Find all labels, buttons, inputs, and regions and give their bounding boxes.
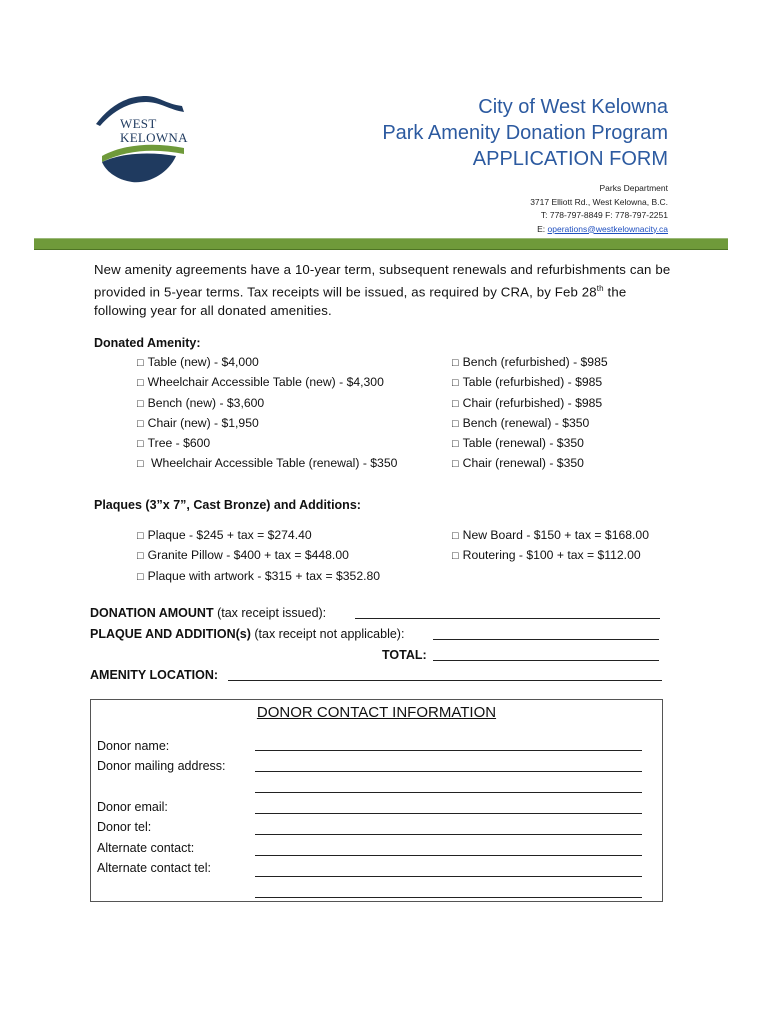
- checkbox-icon[interactable]: □: [452, 377, 459, 390]
- checkbox-icon[interactable]: □: [137, 357, 144, 369]
- donor-tel-label: Donor tel:: [97, 820, 152, 834]
- plaque-options-left: [137, 526, 380, 587]
- checkbox-icon[interactable]: □: [452, 417, 459, 430]
- amenity-option-label: Chair (refurbished) - $985: [462, 395, 603, 410]
- checkbox-icon[interactable]: □: [452, 438, 459, 451]
- checkbox-icon[interactable]: □: [452, 357, 459, 369]
- plaque-option-label: Granite Pillow - $400 + tax = $448.00: [147, 548, 349, 563]
- amenity-option[interactable]: [137, 353, 397, 373]
- department-contact: [530, 182, 668, 236]
- donor-email-field[interactable]: [255, 813, 642, 814]
- plaque-option[interactable]: [137, 567, 380, 587]
- department-phones: T: 778-797-8849 F: 778-797-2251: [540, 210, 668, 220]
- intro-text-2: the following year for all donated amenities.: [94, 284, 627, 319]
- intro-sup: th: [596, 284, 604, 293]
- checkbox-icon[interactable]: □: [452, 530, 459, 542]
- title-line-program: Park Amenity Donation Program: [382, 122, 668, 144]
- amenity-option[interactable]: [137, 454, 397, 474]
- checkbox-icon[interactable]: □: [137, 417, 144, 430]
- amenity-option[interactable]: [452, 394, 608, 414]
- amenity-option-label: Bench (renewal) - $350: [462, 415, 590, 430]
- plaque-option[interactable]: [452, 526, 649, 546]
- plaque-option-label: Plaque with artwork - $315 + tax = $352.80: [147, 568, 381, 583]
- department-email-row: [530, 223, 668, 237]
- plaque-addition-label: PLAQUE AND ADDITION(s): [90, 627, 251, 641]
- amenity-option-label: Wheelchair Accessible Table (renewal) - $350: [147, 456, 398, 471]
- email-link[interactable]: operations@westkelownacity.ca: [547, 223, 668, 234]
- alt-contact-tel-field-2[interactable]: [255, 897, 642, 898]
- amenity-location-field[interactable]: [228, 668, 662, 681]
- department-name: Parks Department: [599, 183, 668, 193]
- amenity-location-row: [90, 665, 218, 686]
- donor-email-label: Donor email:: [97, 800, 168, 814]
- total-field[interactable]: [433, 648, 659, 661]
- checkbox-icon[interactable]: □: [137, 377, 144, 390]
- amenity-option-label: Bench (new) - $3,600: [147, 395, 265, 410]
- donor-mailing-field-2[interactable]: [255, 792, 642, 793]
- amenity-option[interactable]: [137, 373, 397, 393]
- amenity-option-label: Chair (new) - $1,950: [147, 415, 259, 430]
- form-title: [382, 94, 668, 172]
- amenity-option-label: Tree - $600: [147, 436, 211, 451]
- checkbox-icon[interactable]: □: [452, 550, 459, 563]
- alt-contact-tel-field[interactable]: [255, 876, 642, 877]
- checkbox-icon[interactable]: □: [137, 438, 144, 451]
- donor-contact-title: DONOR CONTACT INFORMATION: [256, 704, 497, 721]
- amenity-options-left: [137, 353, 397, 475]
- header-divider: [34, 238, 728, 250]
- logo-text-line2: KELOWNA: [120, 130, 188, 145]
- total-label: TOTAL:: [382, 648, 427, 662]
- amenity-option[interactable]: [452, 373, 608, 393]
- plaques-heading: Plaques (3”x 7”, Cast Bronze) and Additions:: [94, 498, 361, 512]
- plaque-option[interactable]: [137, 526, 380, 546]
- donor-name-field[interactable]: [255, 750, 642, 751]
- amenity-option[interactable]: [452, 454, 608, 474]
- checkbox-icon[interactable]: □: [137, 570, 144, 583]
- donation-amount-note: (tax receipt issued):: [213, 606, 327, 620]
- donor-mailing-label: Donor mailing address:: [97, 759, 226, 773]
- amenity-option[interactable]: [452, 414, 608, 434]
- donation-amount-row: [90, 603, 326, 624]
- plaque-option-label: Plaque - $245 + tax = $274.40: [147, 528, 312, 542]
- plaque-addition-row: [90, 624, 404, 645]
- amenity-location-label: AMENITY LOCATION:: [90, 668, 219, 682]
- checkbox-icon[interactable]: □: [452, 397, 459, 410]
- alt-contact-label: Alternate contact:: [97, 841, 195, 855]
- department-address: 3717 Elliott Rd., West Kelowna, B.C.: [530, 196, 668, 207]
- checkbox-icon[interactable]: □: [137, 458, 144, 471]
- plaque-option[interactable]: [137, 546, 380, 566]
- amenity-option-label: Table (refurbished) - $985: [462, 375, 603, 390]
- donor-name-label: Donor name:: [97, 739, 170, 753]
- city-logo: [94, 92, 188, 188]
- amenity-option-label: Table (renewal) - $350: [462, 436, 584, 451]
- donated-amenity-heading: Donated Amenity:: [94, 336, 201, 350]
- amenity-option-label: Chair (renewal) - $350: [462, 456, 584, 471]
- plaque-option[interactable]: [452, 546, 649, 566]
- amenity-option[interactable]: [137, 434, 397, 454]
- amenity-option[interactable]: [452, 434, 608, 454]
- plaque-option-label: New Board - $150 + tax = $168.00: [462, 528, 649, 542]
- plaque-option-label: Routering - $100 + tax = $112.00: [462, 548, 641, 563]
- amenity-options-right: [452, 353, 608, 475]
- checkbox-icon[interactable]: □: [137, 397, 144, 410]
- title-line-city: City of West Kelowna: [478, 96, 668, 118]
- alt-contact-tel-label: Alternate contact tel:: [97, 861, 211, 875]
- amenity-option[interactable]: [452, 353, 608, 373]
- email-prefix: E:: [537, 223, 548, 234]
- amenity-option[interactable]: [137, 394, 397, 414]
- plaque-addition-field[interactable]: [433, 627, 659, 640]
- amenity-option-label: Wheelchair Accessible Table (new) - $4,300: [147, 375, 384, 390]
- plaque-options-right: [452, 526, 649, 567]
- amenity-option[interactable]: [137, 414, 397, 434]
- plaque-addition-note: (tax receipt not applicable):: [250, 627, 405, 641]
- title-line-form: APPLICATION FORM: [472, 148, 668, 170]
- checkbox-icon[interactable]: □: [452, 458, 459, 471]
- donor-mailing-field[interactable]: [255, 771, 642, 772]
- logo-text-line1: WEST: [120, 116, 157, 131]
- total-row: [382, 645, 427, 666]
- intro-paragraph: [94, 260, 680, 320]
- checkbox-icon[interactable]: □: [137, 550, 144, 563]
- donor-contact-box: [90, 699, 663, 902]
- donor-tel-field[interactable]: [255, 834, 642, 835]
- intro-text-1: New amenity agreements have a 10-year term, subsequent renewals and refurbishments can be provided in 5-year terms. Tax receipts will be issued, as required by CRA, by Feb 28: [94, 262, 671, 300]
- alt-contact-field[interactable]: [255, 855, 642, 856]
- amenity-option-label: Table (new) - $4,000: [147, 355, 259, 369]
- checkbox-icon[interactable]: □: [137, 530, 144, 542]
- donation-amount-field[interactable]: [355, 606, 660, 619]
- donation-amount-label: DONATION AMOUNT: [90, 606, 214, 620]
- amenity-option-label: Bench (refurbished) - $985: [462, 355, 608, 369]
